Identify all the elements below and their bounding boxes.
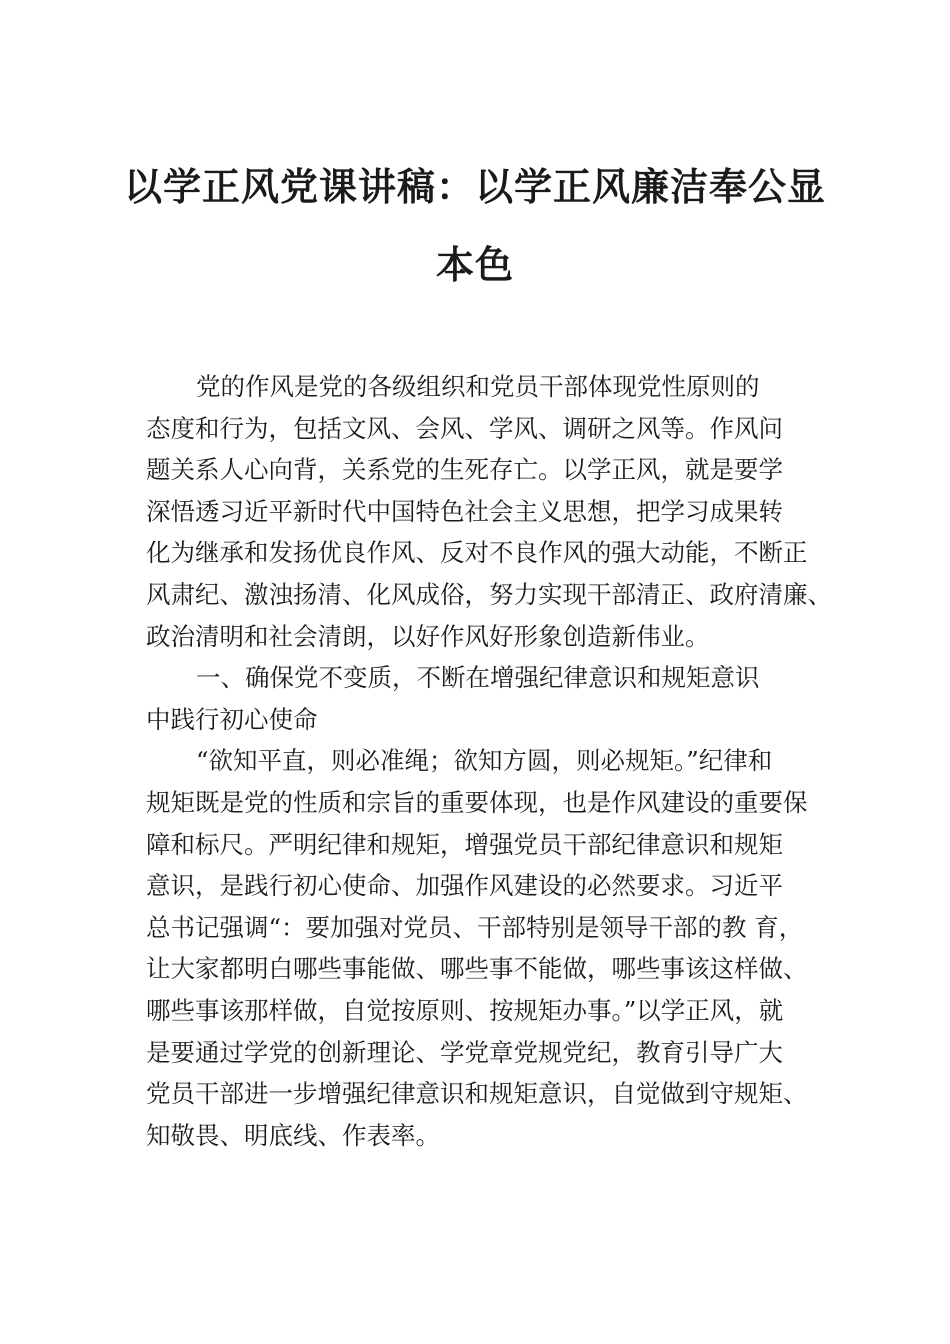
body-line: 知敬畏、明底线、作表率。 bbox=[146, 1120, 440, 1150]
body-line: 题关系人心向背，关系党的生死存亡。以学正风，就是要学 bbox=[146, 455, 783, 485]
body-line: 障和标尺。严明纪律和规矩，增强党员干部纪律意识和规矩 bbox=[146, 829, 783, 859]
body-line: 政治清明和社会清朗，以好作风好形象创造新伟业。 bbox=[146, 621, 710, 651]
title-line: 以学正风党课讲稿：以学正风廉洁奉公显 bbox=[123, 164, 826, 209]
body-line: 规矩既是党的性质和宗旨的重要体现，也是作风建设的重要保 bbox=[146, 787, 808, 817]
body-line: 意识，是践行初心使命、加强作风建设的必然要求。习近平 bbox=[146, 871, 783, 901]
body-line: 化为继承和发扬优良作风、反对不良作风的强大动能，不断正 bbox=[146, 538, 808, 568]
body-line: 党员干部进一步增强纪律意识和规矩意识，自觉做到守规矩、 bbox=[146, 1079, 808, 1109]
body-line: 哪些事该那样做，自觉按原则、按规矩办事。”以学正风，就 bbox=[146, 995, 784, 1025]
body-line: 中践行初心使命 bbox=[146, 704, 318, 734]
body-line: “欲知平直，则必准绳；欲知方圆，则必规矩。”纪律和 bbox=[196, 746, 773, 776]
body-line: 是要通过学党的创新理论、学党章党规党纪，教育引导广大 bbox=[146, 1037, 783, 1067]
body-line: 一、确保党不变质，不断在增强纪律意识和规矩意识 bbox=[196, 663, 760, 693]
body-line: 深悟透习近平新时代中国特色社会主义思想，把学习成果转 bbox=[146, 496, 783, 526]
title-line: 本色 bbox=[435, 242, 514, 287]
body-line: 党的作风是党的各级组织和党员干部体现党性原则的 bbox=[196, 372, 760, 401]
document-title bbox=[120, 148, 830, 304]
body-line: 风肃纪、激浊扬清、化风成俗，努力实现干部清正、政府清廉、 bbox=[146, 579, 832, 609]
body-line: 让大家都明白哪些事能做、哪些事不能做，哪些事该这样做、 bbox=[146, 954, 808, 984]
document-body bbox=[146, 366, 846, 1156]
body-line: 态度和行为，包括文风、会风、学风、调研之风等。作风问 bbox=[146, 413, 783, 443]
body-line: 总书记强调“：要加强对党员、干部特别是领导干部的教 育， bbox=[146, 912, 804, 942]
